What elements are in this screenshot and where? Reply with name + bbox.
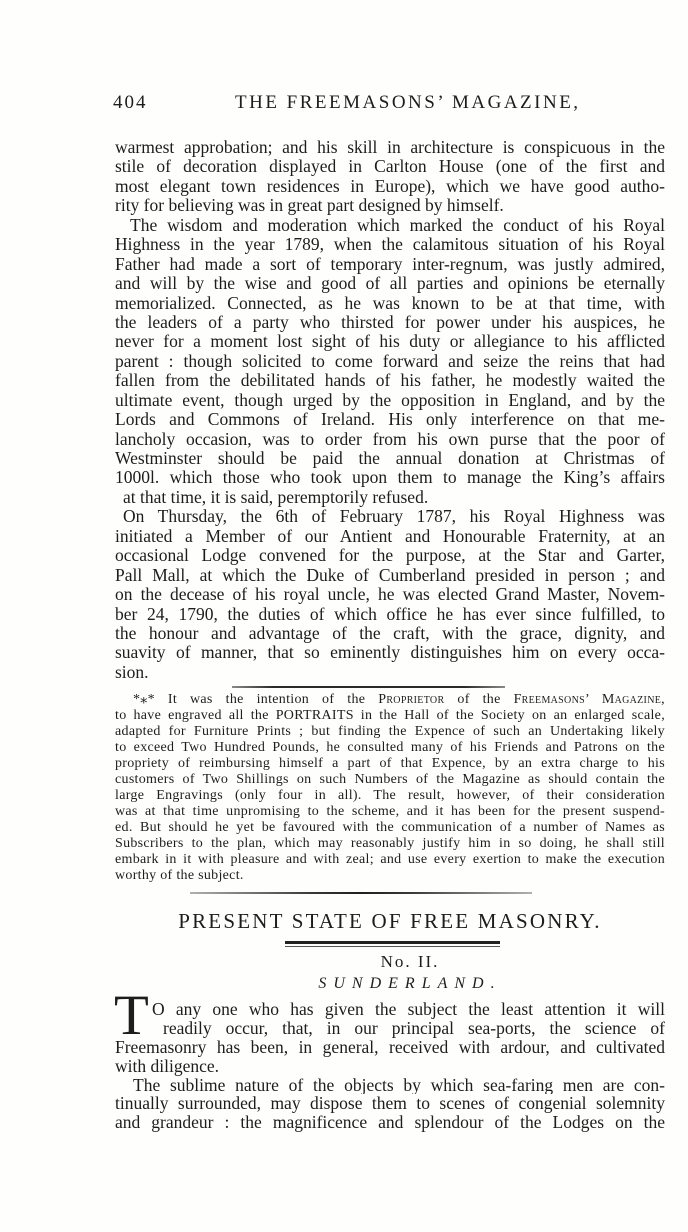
text-line: Lords and Commons of Ireland. His only interference on that me- <box>115 410 665 430</box>
text-line: the leaders of a party who thirsted for power under his auspices, he <box>115 312 665 332</box>
footnote-line: embark in it with pleasure and with zeal; and use every exertion to make the execution <box>115 852 665 867</box>
text-line: most elegant town residences in Europe), which we have good autho- <box>115 176 665 196</box>
text-line: with diligence. <box>115 1056 220 1076</box>
section-body <box>114 984 665 1133</box>
paragraph <box>115 1000 665 1076</box>
footnote-line: to exceed Two Hundred Pounds, he consulted many of his Friends and Patrons on the <box>115 740 665 755</box>
text-line: initiated a Member of our Antient and Honourable Fraternity, at an <box>115 526 665 546</box>
text-line: rity for believing was in great part designed by himself. <box>115 196 504 216</box>
text-line: occasional Lodge convened for the purpose, at the Star and Garter, <box>115 546 665 566</box>
text-line: sion. <box>115 662 149 682</box>
footnote-line: Subscribers to the plan, which may reasonably justify him in so doing, he shall still <box>115 836 665 851</box>
text-line: stile of decoration displayed in Carlton House (one of the first and <box>115 157 665 177</box>
footnote-line: propriety of reimbursing himself a part of that Expence, by an extra charge to his <box>115 756 665 771</box>
drop-cap: T <box>114 984 149 1047</box>
text-line: The sublime nature of the objects by which sea-faring men are con- <box>133 1075 665 1095</box>
ornamental-rule <box>232 686 505 688</box>
footnote-line: worthy of the subject. <box>115 868 244 883</box>
text-line: and grandeur : the magnificence and splendour of the Lodges on the <box>115 1113 665 1133</box>
paragraph <box>115 507 665 682</box>
text-line: Highness in the year 1789, when the calamitous situation of his Royal <box>115 235 665 255</box>
text-line: fallen from the debilitated hands of his father, he modestly waited the <box>115 371 665 391</box>
footnote <box>115 692 665 884</box>
text-line: On Thursday, the 6th of February 1787, his Royal Highness was <box>123 507 665 527</box>
text-line: ultimate event, though urged by the opposition in England, and by the <box>115 390 665 410</box>
footnote-line: to have engraved all the PORTRAITS in the Hall of the Society on an enlarged scale, <box>115 708 665 723</box>
text-line: lancholy occasion, was to order from his own purse that the poor of <box>115 429 665 449</box>
text-line: Pall Mall, at which the Duke of Cumberland presided in person ; and <box>115 565 665 585</box>
paragraph <box>115 138 665 216</box>
footnote-line: ed. But should he yet be favoured with the communication of a number of Names as <box>115 820 665 835</box>
text-line: Father had made a sort of temporary inter-regnum, was justly admired, <box>115 254 665 274</box>
proprietor-small-caps: Proprietor <box>378 692 445 707</box>
ornamental-rule <box>190 892 532 894</box>
section-number: No. II. <box>380 952 440 971</box>
text-line: at that time, it is said, peremptorily refused. <box>123 487 429 507</box>
footnote-line: adapted for Furniture Prints ; but finding the Expence of such an Undertaking likely <box>115 724 665 739</box>
text-line: Freemasonry has been, in general, received with ardour, and cultivated <box>115 1037 665 1057</box>
text-line: suavity of manner, that so eminently distinguishes him on every occa- <box>115 643 665 663</box>
section-subtitle: SUNDERLAND. <box>318 975 502 992</box>
text-line: and will by the wise and good of all parties and opinions be eternally <box>115 274 665 294</box>
text-line: on the decease of his royal uncle, he was elected Grand Master, Novem- <box>115 585 665 605</box>
footnote-text: of the <box>457 692 501 707</box>
paragraph <box>115 216 665 508</box>
double-rule <box>285 941 500 947</box>
text-line: the honour and advantage of the craft, with the grace, dignity, and <box>115 623 665 643</box>
footnote-line: large Engravings (only four in all). The result, however, of their consideration <box>115 788 665 803</box>
section-title: PRESENT STATE OF FREE MASONRY. <box>178 909 602 933</box>
magazine-small-caps: Freemasons’ Magazine, <box>513 692 665 707</box>
footnote-text: It was the intention of the <box>167 692 366 707</box>
text-line: Westminster should be paid the annual donation at Christmas of <box>115 449 665 468</box>
text-line: 1000l. which those who took upon them to manage the King’s affairs <box>115 468 665 488</box>
footnote-marker: *⁎* <box>133 692 155 707</box>
text-line: readily occur, that, in our principal sea-ports, the science of <box>163 1018 665 1038</box>
footnote-line <box>115 692 665 708</box>
footnote-line: was at that time unpromising to the scheme, and it has been for the present suspend- <box>115 804 665 819</box>
text-line: never for a moment lost sight of his duty or allegiance to his afflicted <box>115 332 665 352</box>
text-line: O any one who has given the subject the least attention it will <box>152 1000 665 1019</box>
text-line: warmest approbation; and his skill in architecture is conspicuous in the <box>115 138 665 157</box>
text-line: ber 24, 1790, the duties of which office he has ever since fulfilled, to <box>115 604 665 624</box>
paragraph <box>115 1076 665 1133</box>
running-title: THE FREEMASONS’ MAGAZINE, <box>235 92 581 113</box>
footnote-line: customers of Two Shillings on such Numbers of the Magazine as should contain the <box>115 772 665 787</box>
text-line: The wisdom and moderation which marked the conduct of his Royal <box>130 215 665 235</box>
article-continuation <box>115 138 665 682</box>
page-number: 404 <box>113 92 148 113</box>
text-line: parent : though solicited to come forward and seize the reins that had <box>115 351 665 371</box>
text-line: memorialized. Connected, as he was known to be at that time, with <box>115 293 665 313</box>
text-line: tinually surrounded, may dispose them to scenes of congenial solemnity <box>115 1094 665 1114</box>
running-head <box>113 92 673 114</box>
